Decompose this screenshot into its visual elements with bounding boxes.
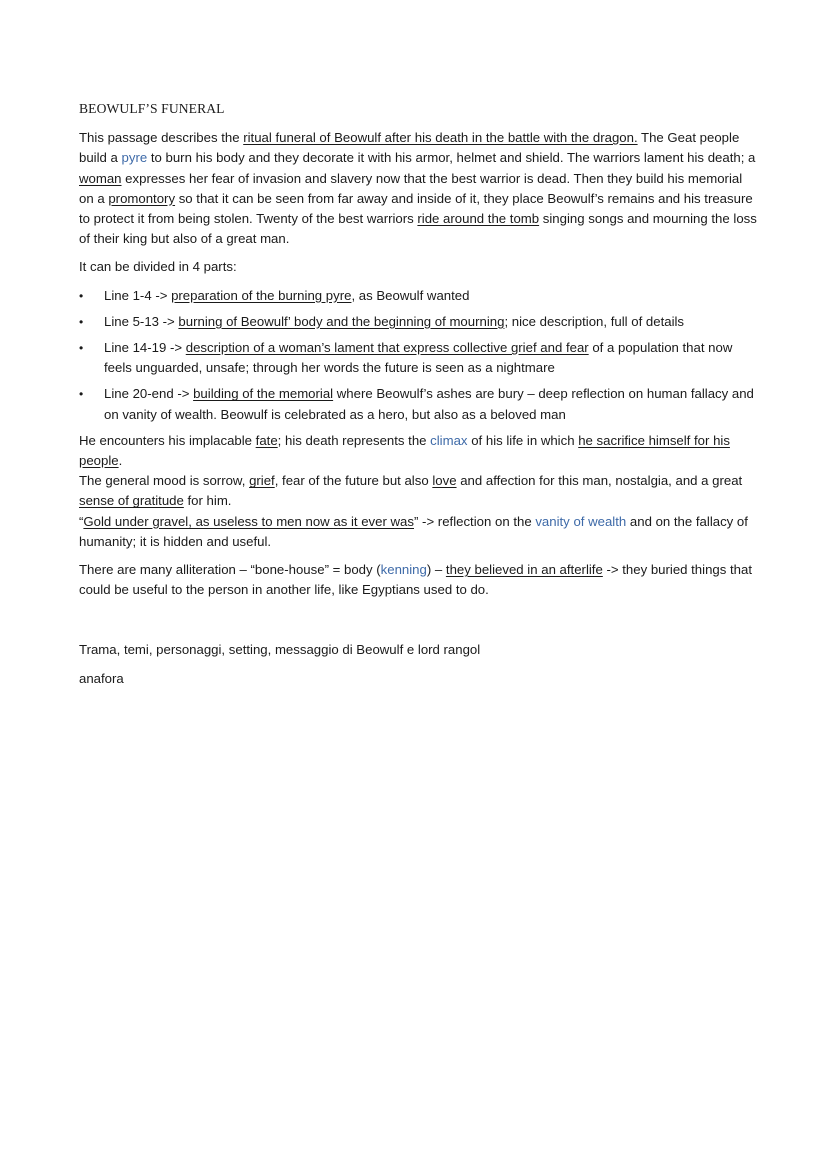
text-run: Line 5-13 -> — [104, 313, 179, 329]
underlined-text: woman — [79, 170, 122, 186]
text-run: -> they buried things that could be useful to the person in another life, like Egyptians used to do. — [79, 562, 752, 598]
text-run: of his life in which — [467, 432, 579, 448]
parts-list-item — [79, 384, 759, 424]
text-run: ) – — [426, 562, 446, 578]
underlined-text: burning of Beowulf’ body and the beginning of mourning — [178, 313, 505, 329]
text-run: for him. — [183, 493, 232, 509]
parts-list — [79, 286, 759, 425]
text-run: , as Beowulf wanted — [351, 287, 470, 303]
underlined-text: promontory — [108, 190, 176, 206]
text-run: ” -> reflection on the — [414, 513, 536, 529]
text-run: ; his death represents the — [277, 432, 431, 448]
text-run: The Geat people build a — [79, 130, 740, 166]
text-run: so that it can be seen from far away and inside of it, they place Beowulf’s remains and his treasure to protect it from being stolen. Twenty of the best warriors — [79, 190, 753, 227]
text-run: . — [118, 453, 123, 469]
text-run: singing songs and mourning the loss of their king but also of a great man. — [79, 211, 757, 247]
underlined-text: Gold under gravel, as useless to men now as it ever was — [83, 513, 414, 529]
document-page — [79, 99, 759, 697]
underlined-text: they believed in an afterlife — [445, 562, 603, 578]
text-run: and on the fallacy of humanity; it is hidden and useful. — [79, 513, 748, 549]
text-run: There are many alliteration – “bone-house” = body ( — [79, 562, 381, 578]
intro-paragraph — [79, 128, 759, 249]
study-note: Trama, temi, personaggi, setting, messaggio di Beowulf e lord rangol — [79, 642, 481, 658]
text-run: , fear of the future but also — [274, 473, 433, 489]
highlighted-term: pyre — [121, 150, 148, 166]
text-run: and affection for this man, nostalgia, and a great — [456, 473, 743, 489]
underlined-text: ritual funeral of Beowulf after his death in the battle with the dragon. — [243, 130, 638, 146]
divided-intro: It can be divided in 4 parts: — [79, 259, 237, 275]
document-title: BEOWULF’S FUNERAL — [79, 101, 225, 116]
highlighted-term: vanity of wealth — [535, 513, 627, 529]
text-run: where Beowulf’s ashes are bury – deep reflection on human fallacy and on vanity of wealth. Beowulf is celebrated as a hero, but also as a beloved man — [104, 386, 754, 422]
analysis-mood — [79, 471, 759, 511]
underlined-text: love — [432, 473, 457, 489]
anafora-note: anafora — [79, 670, 124, 686]
text-run: Line 14-19 -> — [104, 340, 186, 356]
text-run: expresses her fear of invasion and slavery now that the best warrior is dead. Then they build his memorial on a — [79, 170, 743, 206]
analysis-quote — [79, 512, 759, 552]
underlined-text: description of a woman’s lament that express collective grief and fear — [185, 340, 589, 356]
part-text — [104, 386, 754, 421]
text-run: ; nice description, full of details — [504, 313, 685, 329]
bullet-icon: • — [79, 314, 84, 329]
underlined-text: preparation of the burning pyre — [171, 287, 352, 303]
underlined-text: building of the memorial — [193, 386, 334, 402]
text-run: Line 1-4 -> — [104, 287, 172, 303]
text-run: The general mood is sorrow, — [79, 473, 250, 489]
underlined-text: sense of gratitude — [79, 493, 184, 509]
text-run: to burn his body and they decorate it with his armor, helmet and shield. The warriors lament his death; a — [147, 150, 756, 166]
text-run: This passage describes the — [79, 130, 244, 146]
underlined-text: ride around the tomb — [417, 211, 540, 227]
spacer — [79, 608, 759, 640]
bullet-icon: • — [79, 387, 84, 402]
underlined-text: grief — [249, 473, 275, 489]
bullet-icon: • — [79, 341, 84, 356]
parts-list-item — [79, 312, 759, 332]
highlighted-term: climax — [430, 432, 468, 448]
bullet-icon: • — [79, 288, 84, 303]
underlined-text: he sacrifice himself for his people — [79, 432, 730, 469]
part-text — [104, 340, 732, 375]
underlined-text: fate — [255, 432, 278, 448]
analysis-fate — [79, 431, 759, 471]
highlighted-term: kenning — [380, 562, 427, 578]
text-run: Line 20-end -> — [104, 386, 194, 402]
alliteration-paragraph — [79, 560, 759, 600]
text-run: “ — [79, 513, 84, 529]
text-run: of a population that now feels unguarded, unsafe; through her words the future is seen as a nightmare — [104, 340, 733, 376]
part-text — [104, 314, 684, 329]
parts-list-item — [79, 286, 759, 306]
text-run: He encounters his implacable — [79, 432, 256, 448]
part-text — [104, 288, 469, 303]
parts-list-item — [79, 338, 759, 378]
analysis-block — [79, 431, 759, 552]
